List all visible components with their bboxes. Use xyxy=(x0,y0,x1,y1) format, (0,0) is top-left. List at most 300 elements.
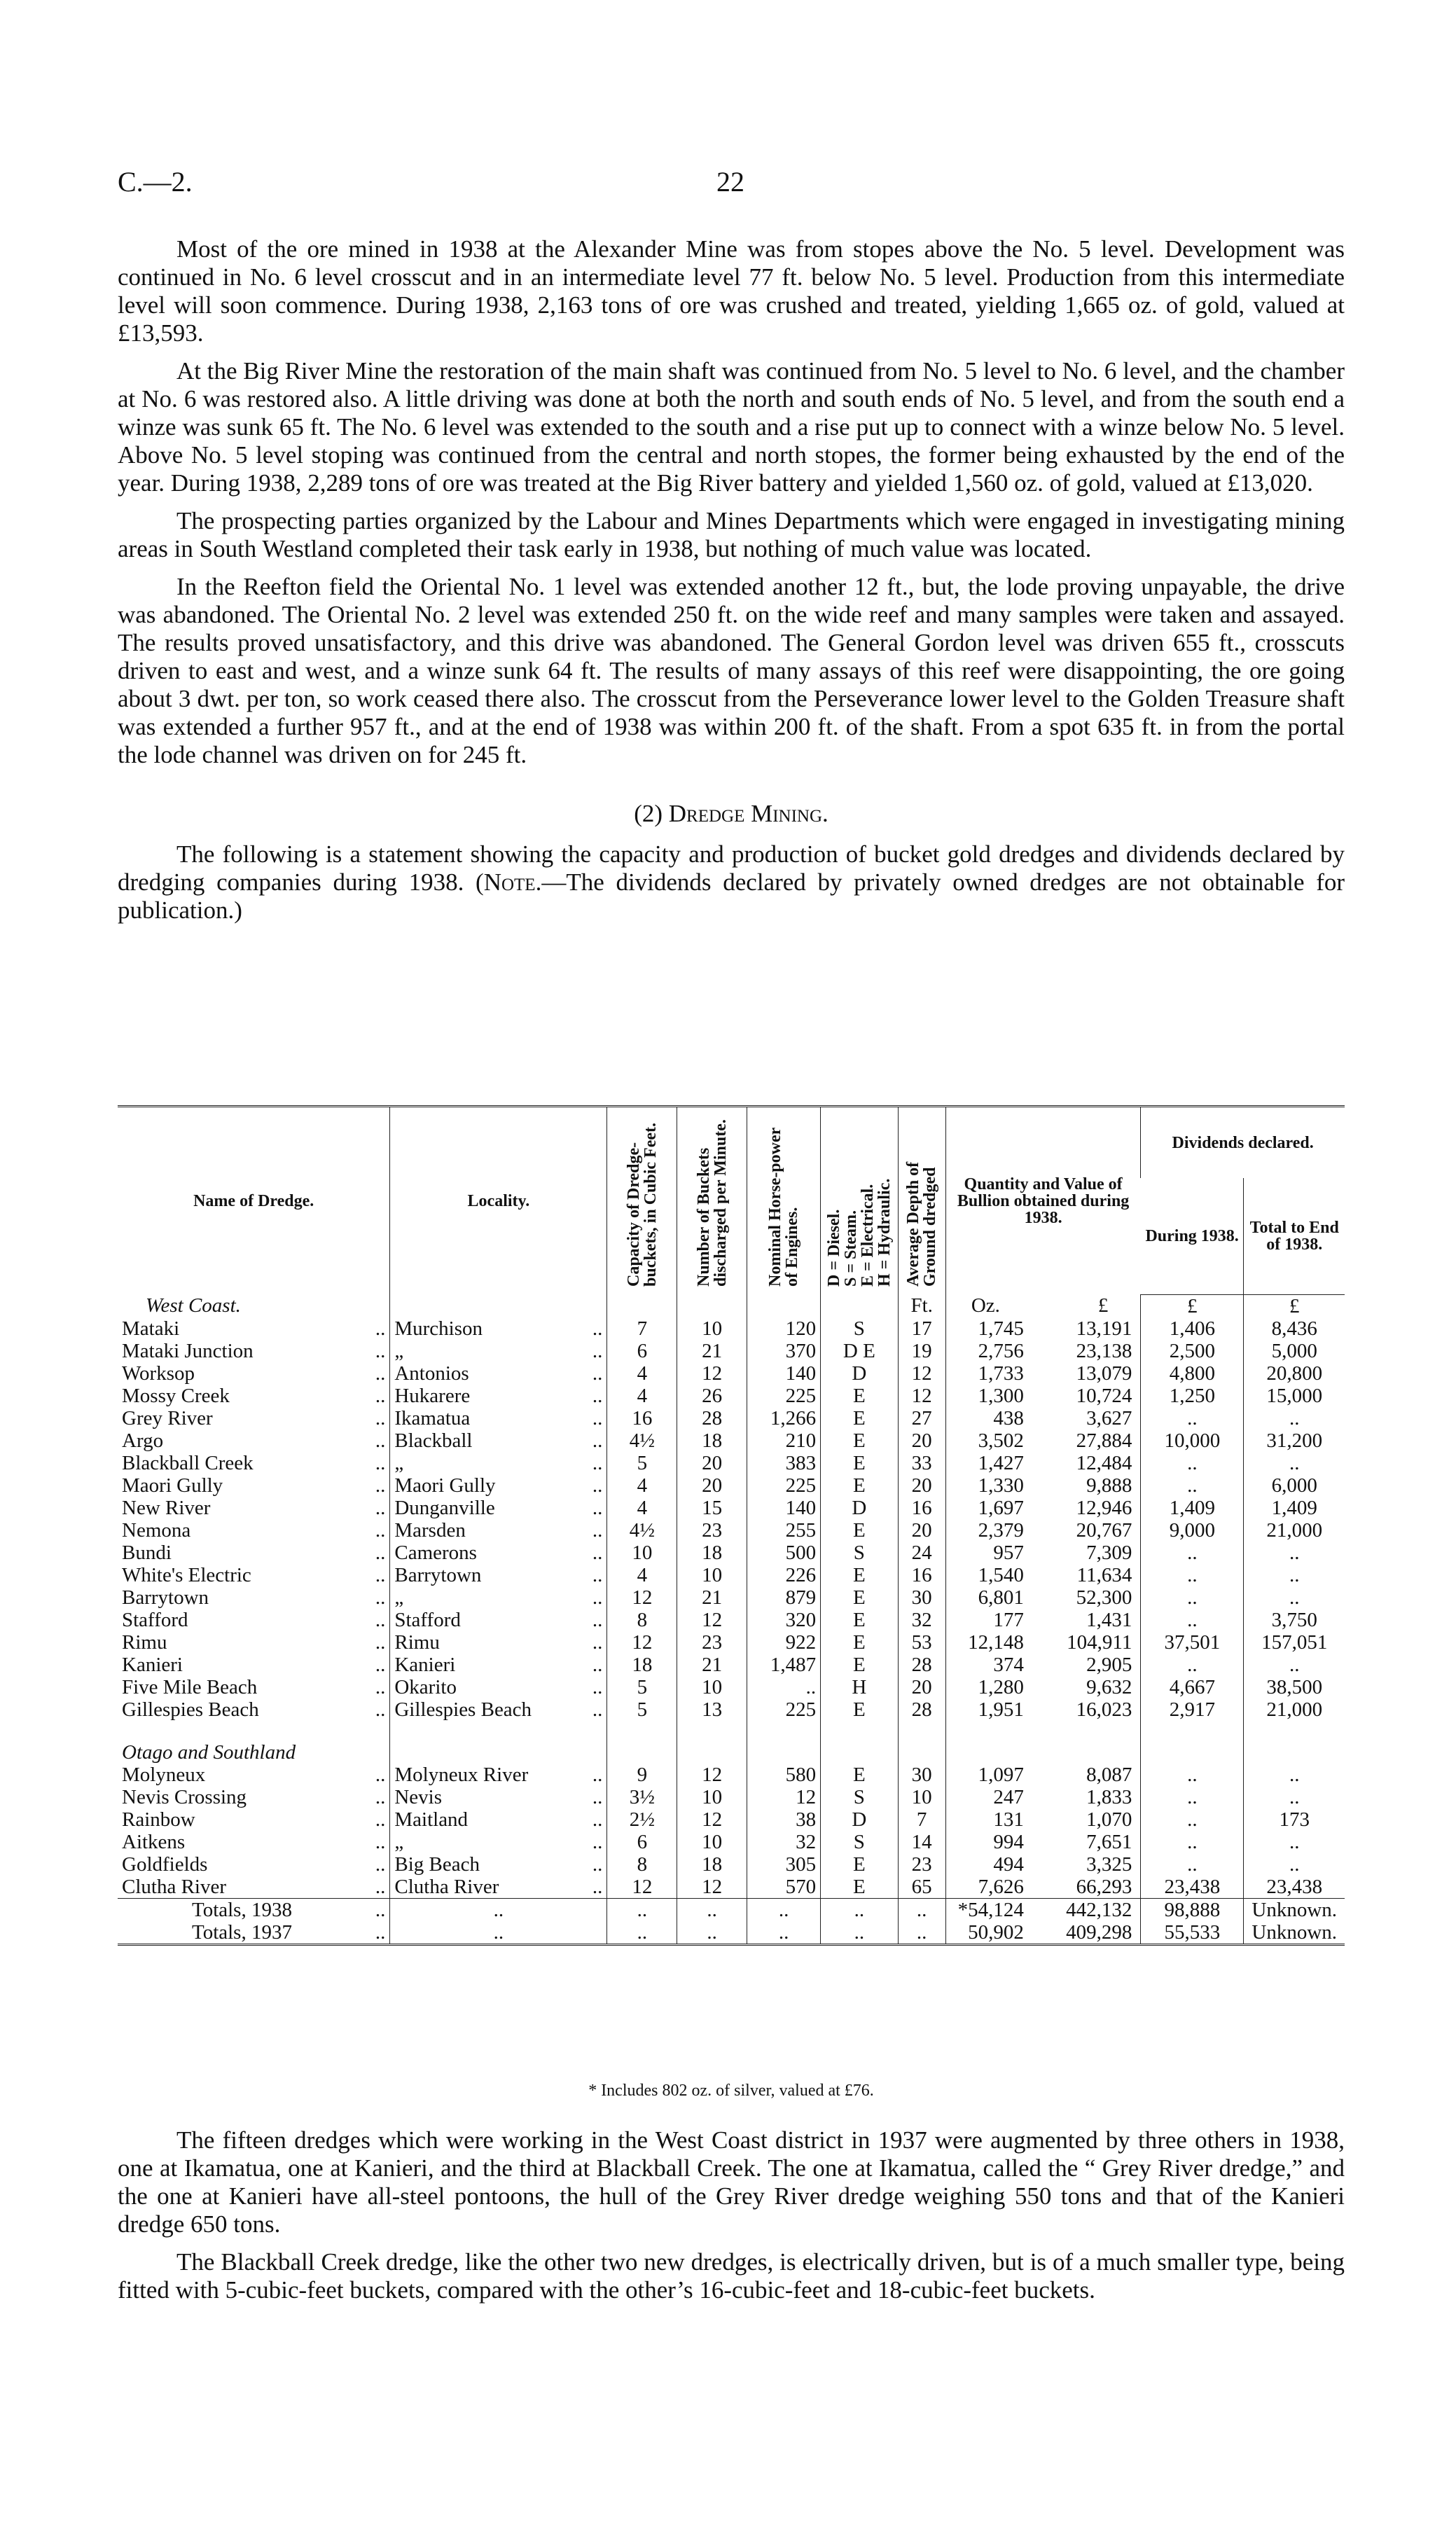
horsepower: 305 xyxy=(747,1853,821,1876)
buckets: 12 xyxy=(677,1876,747,1899)
buckets: 12 xyxy=(677,1362,747,1385)
horsepower: 140 xyxy=(747,1497,821,1519)
totals-row: Totals, 1938 .. .. .. .. .. .. .. *54,124 442,132 98,888 Unknown. xyxy=(118,1898,1345,1921)
table-row xyxy=(118,1654,1345,1676)
header-total: Total to End of 1938. xyxy=(1244,1178,1345,1294)
power-type: E xyxy=(821,1519,898,1542)
capacity: 9 xyxy=(607,1764,677,1786)
section-number: (2) xyxy=(634,800,663,827)
dredge-name: Argo .. xyxy=(122,1429,386,1452)
depth: 23 xyxy=(898,1853,945,1876)
bullion: 1,745 13,191 xyxy=(945,1317,1141,1340)
power-type: E xyxy=(821,1407,898,1429)
power-type: S xyxy=(821,1786,898,1808)
dredge-locality: Big Beach .. xyxy=(390,1853,607,1876)
header-name: Name of Dredge. xyxy=(118,1107,390,1295)
dredge-locality: Okarito .. xyxy=(390,1676,607,1698)
dividend-total: .. xyxy=(1244,1764,1345,1786)
depth: 30 xyxy=(898,1764,945,1786)
dredge-locality: Gillespies Beach .. xyxy=(390,1698,607,1721)
capacity: 4½ xyxy=(607,1519,677,1542)
dredge-name: Mataki .. xyxy=(122,1317,386,1340)
document-reference: C.—2. xyxy=(118,166,193,198)
horsepower: 255 xyxy=(747,1519,821,1542)
bullion: 957 7,309 xyxy=(945,1542,1141,1564)
buckets: 28 xyxy=(677,1407,747,1429)
dividend-total: .. xyxy=(1244,1654,1345,1676)
depth: 12 xyxy=(898,1362,945,1385)
depth: 30 xyxy=(898,1586,945,1609)
buckets: 10 xyxy=(677,1676,747,1698)
table-row xyxy=(118,1519,1345,1542)
horsepower: 383 xyxy=(747,1452,821,1474)
dividend-during: 10,000 xyxy=(1141,1429,1244,1452)
table-row xyxy=(118,1853,1345,1876)
depth: 12 xyxy=(898,1385,945,1407)
dividend-during: .. xyxy=(1141,1609,1244,1631)
dredge-locality: Molyneux River .. xyxy=(390,1764,607,1786)
units-row xyxy=(118,1294,1345,1317)
depth: 33 xyxy=(898,1452,945,1474)
buckets: 21 xyxy=(677,1340,747,1362)
power-type: E xyxy=(821,1853,898,1876)
dividend-during: 1,409 xyxy=(1141,1497,1244,1519)
dredge-name: Barrytown .. xyxy=(122,1586,386,1609)
bullion: 494 3,325 xyxy=(945,1853,1141,1876)
header-locality: Locality. xyxy=(390,1107,607,1295)
power-type: E xyxy=(821,1876,898,1899)
depth: 28 xyxy=(898,1698,945,1721)
dredge-table xyxy=(118,1105,1345,1946)
power-type: E xyxy=(821,1452,898,1474)
dredge-locality: Camerons .. xyxy=(390,1542,607,1564)
page-number: 22 xyxy=(716,166,744,198)
bullion: 131 1,070 xyxy=(945,1808,1141,1831)
bullion: 1,733 13,079 xyxy=(945,1362,1141,1385)
horsepower: 210 xyxy=(747,1429,821,1452)
unit-depth: Ft. xyxy=(898,1294,945,1317)
power-type: E xyxy=(821,1586,898,1609)
buckets: 21 xyxy=(677,1586,747,1609)
table-row xyxy=(118,1876,1345,1899)
paragraph: The Blackball Creek dredge, like the other two new dredges, is electrically driven, but is of a much smaller type, being fitted with 5-cubic-feet buckets, compared with the other’s 16-cubic-feet and 18-cubic-feet buckets. xyxy=(118,2248,1345,2304)
dividend-during: 1,250 xyxy=(1141,1385,1244,1407)
header-horsepower: Nominal Horse-power of Engines. xyxy=(766,1128,802,1287)
capacity: 8 xyxy=(607,1853,677,1876)
horsepower: 38 xyxy=(747,1808,821,1831)
section-title: Dredge Mining. xyxy=(668,800,828,827)
table-row xyxy=(118,1764,1345,1786)
depth: 10 xyxy=(898,1786,945,1808)
bullion: 1,280 9,632 xyxy=(945,1676,1141,1698)
totals-bullion: *54,124 442,132 xyxy=(945,1898,1141,1921)
capacity: 2½ xyxy=(607,1808,677,1831)
table-row xyxy=(118,1452,1345,1474)
horsepower: 120 xyxy=(747,1317,821,1340)
capacity: 4 xyxy=(607,1362,677,1385)
power-type: E xyxy=(821,1654,898,1676)
table-row xyxy=(118,1362,1345,1385)
dividend-total: 20,800 xyxy=(1244,1362,1345,1385)
bullion: 1,697 12,946 xyxy=(945,1497,1141,1519)
horsepower: 570 xyxy=(747,1876,821,1899)
table-row xyxy=(118,1786,1345,1808)
power-type: E xyxy=(821,1474,898,1497)
dredge-name: Five Mile Beach .. xyxy=(122,1675,386,1698)
depth: 20 xyxy=(898,1429,945,1452)
dividend-during: 23,438 xyxy=(1141,1876,1244,1899)
dividend-during: .. xyxy=(1141,1474,1244,1497)
dividend-during: 2,917 xyxy=(1141,1698,1244,1721)
dividend-during: .. xyxy=(1141,1407,1244,1429)
dredge-locality: Maori Gully .. xyxy=(390,1474,607,1497)
dividend-during: .. xyxy=(1141,1586,1244,1609)
power-type: D xyxy=(821,1808,898,1831)
closing-text xyxy=(118,2126,1345,2314)
power-type: E xyxy=(821,1609,898,1631)
group-heading: West Coast. xyxy=(146,1294,241,1317)
dividend-during: .. xyxy=(1141,1542,1244,1564)
dredge-name: Blackball Creek .. xyxy=(122,1451,386,1474)
table-row xyxy=(118,1497,1345,1519)
dredge-locality: Dunganville .. xyxy=(390,1497,607,1519)
dividend-total: 23,438 xyxy=(1244,1876,1345,1899)
power-type: S xyxy=(821,1542,898,1564)
dividend-total: 5,000 xyxy=(1244,1340,1345,1362)
dredge-name: Maori Gully .. xyxy=(122,1474,386,1497)
dividend-total: 157,051 xyxy=(1244,1631,1345,1654)
capacity: 18 xyxy=(607,1654,677,1676)
dividend-total: .. xyxy=(1244,1586,1345,1609)
bullion: 177 1,431 xyxy=(945,1609,1141,1631)
capacity: 7 xyxy=(607,1317,677,1340)
header-capacity: Capacity of Dredge-buckets, in Cubic Feet. xyxy=(624,1123,660,1287)
capacity: 4½ xyxy=(607,1429,677,1452)
depth: 20 xyxy=(898,1474,945,1497)
capacity: 5 xyxy=(607,1676,677,1698)
bullion: 374 2,905 xyxy=(945,1654,1141,1676)
table-row xyxy=(118,1676,1345,1698)
buckets: 23 xyxy=(677,1519,747,1542)
table-body xyxy=(118,1294,1345,1944)
header-dividends: Dividends declared. xyxy=(1141,1107,1345,1179)
table-row xyxy=(118,1564,1345,1586)
dredge-name: Kanieri .. xyxy=(122,1653,386,1676)
dredge-name: Mataki Junction .. xyxy=(122,1339,386,1362)
buckets: 10 xyxy=(677,1786,747,1808)
capacity: 3½ xyxy=(607,1786,677,1808)
table-footnote: * Includes 802 oz. of silver, valued at £76. xyxy=(588,2082,874,2100)
depth: 20 xyxy=(898,1519,945,1542)
dredge-locality: Clutha River .. xyxy=(390,1876,607,1899)
horsepower: 320 xyxy=(747,1609,821,1631)
dredge-locality: Marsden .. xyxy=(390,1519,607,1542)
dividend-total: .. xyxy=(1244,1452,1345,1474)
power-type: E xyxy=(821,1564,898,1586)
buckets: 12 xyxy=(677,1764,747,1786)
power-type: E xyxy=(821,1385,898,1407)
unit-during: £ xyxy=(1141,1294,1244,1317)
capacity: 6 xyxy=(607,1831,677,1853)
dividend-total: 31,200 xyxy=(1244,1429,1345,1452)
intro-text: The following is a statement showing the capacity and production of bucket gold dredges and dividends declared by dredging companies during 1938. ( xyxy=(118,840,1345,896)
dividend-total: .. xyxy=(1244,1407,1345,1429)
depth: 20 xyxy=(898,1676,945,1698)
table-row xyxy=(118,1407,1345,1429)
bullion: 438 3,627 xyxy=(945,1407,1141,1429)
dredge-name: Grey River .. xyxy=(122,1406,386,1429)
depth: 28 xyxy=(898,1654,945,1676)
dredge-name: Aitkens .. xyxy=(122,1830,386,1853)
horsepower: 12 xyxy=(747,1786,821,1808)
dredge-name: Clutha River .. xyxy=(122,1875,386,1898)
power-type: D xyxy=(821,1362,898,1385)
note-text: .—The dividends declared by privately owned dredges are not obtainable for publication.) xyxy=(118,868,1345,924)
depth: 16 xyxy=(898,1497,945,1519)
dividend-during: 4,667 xyxy=(1141,1676,1244,1698)
paragraph: Most of the ore mined in 1938 at the Alexander Mine was from stopes above the No. 5 level. Development was continued in No. 6 level crosscut and in an intermediate level 77 ft. below No. 5 level. Production from this intermediate level will soon commence. During 1938, 2,163 tons of ore was crushed and treated, yielding 1,665 oz. of gold, valued at £13,593. xyxy=(118,235,1345,347)
dividend-total: 3,750 xyxy=(1244,1609,1345,1631)
paragraph: In the Reefton field the Oriental No. 1 level was extended another 12 ft., but, the lode proving unpayable, the drive was abandoned. The Oriental No. 2 level was extended 250 ft. on the wide reef and many samples were taken and assayed. The results proved unsatisfactory, and this drive was abandoned. The General Gordon level was driven 655 ft., crosscuts driven to east and west, and a winze sunk 64 ft. The results of many assays of this reef were disappointing, the ore going about 3 dwt. per ton, so work ceased there also. The crosscut from the Perseverance lower level to the Golden Treasure shaft was extended a further 957 ft., and at the end of 1938 was within 200 ft. of the shaft. From a spot 635 ft. in from the portal the lode channel was driven on for 245 ft. xyxy=(118,573,1345,768)
group-row xyxy=(118,1721,1345,1764)
buckets: 18 xyxy=(677,1853,747,1876)
buckets: 15 xyxy=(677,1497,747,1519)
horsepower: 140 xyxy=(747,1362,821,1385)
power-type: E xyxy=(821,1429,898,1452)
note-label: Note xyxy=(483,868,536,896)
depth: 24 xyxy=(898,1542,945,1564)
capacity: 12 xyxy=(607,1631,677,1654)
dividend-total: .. xyxy=(1244,1542,1345,1564)
buckets: 18 xyxy=(677,1542,747,1564)
capacity: 5 xyxy=(607,1452,677,1474)
power-type: S xyxy=(821,1831,898,1853)
dredge-locality: Stafford .. xyxy=(390,1609,607,1631)
header-buckets: Number of Buckets discharged per Minute. xyxy=(694,1119,730,1287)
dredge-locality: Kanieri .. xyxy=(390,1654,607,1676)
header-depth: Average Depth of Ground dredged xyxy=(904,1161,940,1287)
bullion: 1,330 9,888 xyxy=(945,1474,1141,1497)
capacity: 16 xyxy=(607,1407,677,1429)
table-row xyxy=(118,1474,1345,1497)
dredge-locality: „ .. xyxy=(390,1831,607,1853)
paragraph: The fifteen dredges which were working in the West Coast district in 1937 were augmented by three others in 1938, one at Ikamatua, one at Kanieri, and the third at Blackball Creek. The one at Ikamatua, called the “ Grey River dredge,” and the one at Kanieri have all-steel pontoons, the hull of the Grey River dredge weighing 550 tons and that of the Kanieri dredge 650 tons. xyxy=(118,2126,1345,2238)
buckets: 10 xyxy=(677,1317,747,1340)
buckets: 12 xyxy=(677,1609,747,1631)
dredge-locality: Blackball .. xyxy=(390,1429,607,1452)
buckets: 18 xyxy=(677,1429,747,1452)
dividend-total: 15,000 xyxy=(1244,1385,1345,1407)
horsepower: 370 xyxy=(747,1340,821,1362)
dredge-locality: Ikamatua .. xyxy=(390,1407,607,1429)
dividend-during: .. xyxy=(1141,1808,1244,1831)
capacity: 4 xyxy=(607,1474,677,1497)
dividend-total: 38,500 xyxy=(1244,1676,1345,1698)
horsepower: 225 xyxy=(747,1474,821,1497)
dredge-locality: Nevis .. xyxy=(390,1786,607,1808)
dividend-total: 1,409 xyxy=(1244,1497,1345,1519)
horsepower: .. xyxy=(747,1676,821,1698)
capacity: 12 xyxy=(607,1876,677,1899)
capacity: 5 xyxy=(607,1698,677,1721)
bullion: 6,801 52,300 xyxy=(945,1586,1141,1609)
horsepower: 1,487 xyxy=(747,1654,821,1676)
horsepower: 500 xyxy=(747,1542,821,1564)
depth: 7 xyxy=(898,1808,945,1831)
bullion: 994 7,651 xyxy=(945,1831,1141,1853)
buckets: 26 xyxy=(677,1385,747,1407)
table-row xyxy=(118,1542,1345,1564)
table-row xyxy=(118,1808,1345,1831)
dividend-total: 173 xyxy=(1244,1808,1345,1831)
table-row xyxy=(118,1698,1345,1721)
capacity: 10 xyxy=(607,1542,677,1564)
horsepower: 1,266 xyxy=(747,1407,821,1429)
depth: 32 xyxy=(898,1609,945,1631)
dredge-locality: Murchison .. xyxy=(390,1317,607,1340)
table-row xyxy=(118,1340,1345,1362)
depth: 14 xyxy=(898,1831,945,1853)
dredge-name: Bundi .. xyxy=(122,1541,386,1564)
dividend-during: 9,000 xyxy=(1141,1519,1244,1542)
dredge-name: Worksop .. xyxy=(122,1362,386,1385)
capacity: 6 xyxy=(607,1340,677,1362)
table-row xyxy=(118,1317,1345,1340)
table-row xyxy=(118,1586,1345,1609)
table-row xyxy=(118,1609,1345,1631)
dividend-total: 21,000 xyxy=(1244,1519,1345,1542)
bullion: 7,626 66,293 xyxy=(945,1876,1141,1899)
horsepower: 922 xyxy=(747,1631,821,1654)
dredge-name: White's Electric .. xyxy=(122,1563,386,1586)
dividend-total: 8,436 xyxy=(1244,1317,1345,1340)
horsepower: 225 xyxy=(747,1385,821,1407)
table-row xyxy=(118,1831,1345,1853)
horsepower: 879 xyxy=(747,1586,821,1609)
power-type: D E xyxy=(821,1340,898,1362)
dividend-total: .. xyxy=(1244,1564,1345,1586)
buckets: 10 xyxy=(677,1831,747,1853)
dividend-during: 4,800 xyxy=(1141,1362,1244,1385)
dredge-name: Goldfields .. xyxy=(122,1853,386,1876)
dredge-locality: „ .. xyxy=(390,1340,607,1362)
power-type: H xyxy=(821,1676,898,1698)
capacity: 8 xyxy=(607,1609,677,1631)
dredge-name: Gillespies Beach .. xyxy=(122,1698,386,1721)
paragraph: The prospecting parties organized by the Labour and Mines Departments which were engaged in investigating mining areas in South Westland completed their task early in 1938, but nothing of much value was located. xyxy=(118,507,1345,562)
dividend-during: .. xyxy=(1141,1786,1244,1808)
section-heading xyxy=(118,800,1345,828)
power-type: E xyxy=(821,1764,898,1786)
buckets: 10 xyxy=(677,1564,747,1586)
dredge-name: Molyneux .. xyxy=(122,1763,386,1786)
depth: 65 xyxy=(898,1876,945,1899)
buckets: 13 xyxy=(677,1698,747,1721)
dividend-during: 2,500 xyxy=(1141,1340,1244,1362)
dredge-name: Nevis Crossing .. xyxy=(122,1785,386,1808)
totals-during: 55,533 xyxy=(1141,1921,1244,1945)
power-type: E xyxy=(821,1698,898,1721)
capacity: 12 xyxy=(607,1586,677,1609)
totals-row: Totals, 1937 .. .. .. .. .. .. .. 50,902 409,298 55,533 Unknown. xyxy=(118,1921,1345,1945)
dredge-name: New River .. xyxy=(122,1496,386,1519)
bullion: 1,540 11,634 xyxy=(945,1564,1141,1586)
bullion: 1,427 12,484 xyxy=(945,1452,1141,1474)
depth: 19 xyxy=(898,1340,945,1362)
capacity: 4 xyxy=(607,1497,677,1519)
depth: 27 xyxy=(898,1407,945,1429)
header-during: During 1938. xyxy=(1141,1178,1244,1294)
bullion: 2,379 20,767 xyxy=(945,1519,1141,1542)
depth: 16 xyxy=(898,1564,945,1586)
bullion: 1,951 16,023 xyxy=(945,1698,1141,1721)
totals-during: 98,888 xyxy=(1141,1898,1244,1921)
header-power-type: D = Diesel. S = Steam. E = Electrical. H = Hydraulic. xyxy=(824,1178,894,1287)
body-text xyxy=(118,235,1345,934)
dredge-name: Rimu .. xyxy=(122,1630,386,1654)
power-type: S xyxy=(821,1317,898,1340)
dredge-locality: Rimu .. xyxy=(390,1631,607,1654)
dredge-locality: „ .. xyxy=(390,1452,607,1474)
depth: 17 xyxy=(898,1317,945,1340)
dredge-locality: Maitland .. xyxy=(390,1808,607,1831)
dredge-locality: Antonios .. xyxy=(390,1362,607,1385)
totals-bullion: 50,902 409,298 xyxy=(945,1921,1141,1945)
group-heading: Otago and Southland xyxy=(122,1740,296,1764)
dredge-locality: Hukarere .. xyxy=(390,1385,607,1407)
dredge-name: Nemona .. xyxy=(122,1518,386,1542)
totals-label: Totals, 1937 .. xyxy=(118,1921,390,1945)
dredge-name: Mossy Creek .. xyxy=(122,1384,386,1407)
dividend-during: .. xyxy=(1141,1831,1244,1853)
dividend-during: 1,406 xyxy=(1141,1317,1244,1340)
totals-total: Unknown. xyxy=(1244,1921,1345,1945)
dredge-locality: „ .. xyxy=(390,1586,607,1609)
bullion: 3,502 27,884 xyxy=(945,1429,1141,1452)
horsepower: 580 xyxy=(747,1764,821,1786)
dredge-name: Stafford .. xyxy=(122,1608,386,1631)
dividend-during: .. xyxy=(1141,1452,1244,1474)
capacity: 4 xyxy=(607,1564,677,1586)
dividend-total: .. xyxy=(1244,1853,1345,1876)
dividend-total: .. xyxy=(1244,1831,1345,1853)
dividend-total: .. xyxy=(1244,1786,1345,1808)
power-type: E xyxy=(821,1631,898,1654)
horsepower: 32 xyxy=(747,1831,821,1853)
buckets: 20 xyxy=(677,1452,747,1474)
buckets: 12 xyxy=(677,1808,747,1831)
buckets: 23 xyxy=(677,1631,747,1654)
totals-label: Totals, 1938 .. xyxy=(118,1898,390,1921)
bullion: 12,148 104,911 xyxy=(945,1631,1141,1654)
dredge-locality: Barrytown .. xyxy=(390,1564,607,1586)
dividend-during: .. xyxy=(1141,1853,1244,1876)
unit-total: £ xyxy=(1244,1294,1345,1317)
bullion: 1,300 10,724 xyxy=(945,1385,1141,1407)
dividend-during: .. xyxy=(1141,1654,1244,1676)
dividend-during: 37,501 xyxy=(1141,1631,1244,1654)
unit-bullion: Oz. £ xyxy=(945,1294,1141,1317)
dredge-name: Rainbow .. xyxy=(122,1808,386,1831)
totals-total: Unknown. xyxy=(1244,1898,1345,1921)
buckets: 20 xyxy=(677,1474,747,1497)
depth: 53 xyxy=(898,1631,945,1654)
table-row xyxy=(118,1429,1345,1452)
dividend-during: .. xyxy=(1141,1564,1244,1586)
horsepower: 226 xyxy=(747,1564,821,1586)
bullion: 2,756 23,138 xyxy=(945,1340,1141,1362)
dividend-during: .. xyxy=(1141,1764,1244,1786)
